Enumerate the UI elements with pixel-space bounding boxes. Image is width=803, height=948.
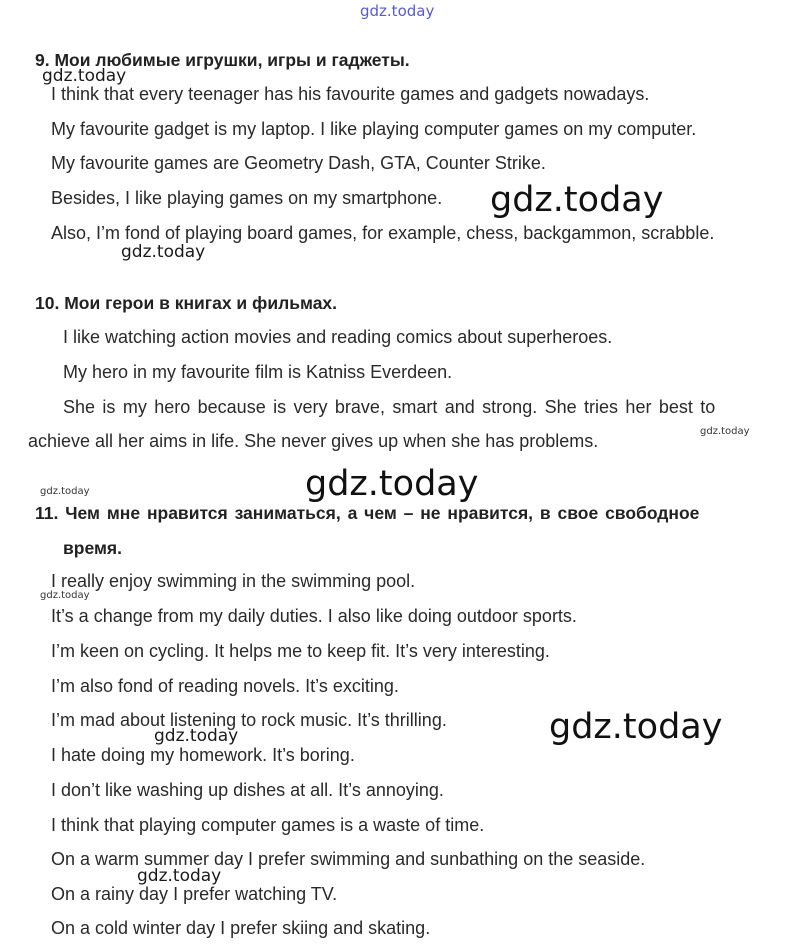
- watermark: gdz.today: [121, 242, 206, 262]
- section-10-heading: 10. Мои герои в книгах и фильмах.: [35, 293, 338, 313]
- section-11-line-3: I’m keen on cycling. It helps me to keep fit. It’s very interesting.: [51, 641, 550, 661]
- section-9-line-3: My favourite games are Geometry Dash, GTA, Counter Strike.: [51, 153, 546, 173]
- section-11-line-10: On a rainy day I prefer watching TV.: [51, 884, 338, 904]
- section-11-line-8: I think that playing computer games is a waste of time.: [51, 815, 485, 835]
- section-11-line-9: On a warm summer day I prefer swimming and sunbathing on the seaside.: [51, 849, 646, 869]
- watermark-small: gdz.today: [40, 590, 90, 601]
- watermark-small: gdz.today: [40, 486, 90, 497]
- watermark: gdz.today: [137, 866, 222, 886]
- section-11-line-11: On a cold winter day I prefer skiing and skating.: [51, 918, 431, 938]
- section-11-heading-continued: время.: [63, 538, 122, 558]
- section-11-line-7: I don’t like washing up dishes at all. It’s annoying.: [51, 780, 444, 800]
- section-10-line-1: I like watching action movies and reading comics about superheroes.: [63, 327, 613, 347]
- section-11-line-6: I hate doing my homework. It’s boring.: [51, 745, 355, 765]
- watermark: gdz.today: [42, 66, 127, 86]
- section-9-heading: 9. Мои любимые игрушки, игры и гаджеты.: [35, 50, 410, 70]
- watermark: gdz.today: [154, 726, 239, 746]
- section-9-line-5: Also, I’m fond of playing board games, for example, chess, backgammon, scrabble.: [51, 223, 715, 243]
- section-11-heading: 11. Чем мне нравится заниматься, а чем – не нравится, в свое свободное: [35, 503, 700, 523]
- section-10-line-2: My hero in my favourite film is Katniss Everdeen.: [63, 362, 453, 382]
- watermark-small: gdz.today: [700, 426, 750, 437]
- section-9-line-2: My favourite gadget is my laptop. I like playing computer games on my computer.: [51, 119, 697, 139]
- watermark-top: gdz.today: [360, 2, 435, 20]
- section-11-line-4: I’m also fond of reading novels. It’s exciting.: [51, 676, 399, 696]
- section-9-line-1: I think that every teenager has his favourite games and gadgets nowadays.: [51, 84, 650, 104]
- section-11-line-1: I really enjoy swimming in the swimming pool.: [51, 571, 416, 591]
- section-11-line-5: I’m mad about listening to rock music. It’s thrilling.: [51, 710, 447, 730]
- section-11-line-2: It’s a change from my daily duties. I also like doing outdoor sports.: [51, 606, 577, 626]
- watermark-large: gdz.today: [490, 180, 664, 220]
- section-10-line-4: achieve all her aims in life. She never gives up when she has problems.: [28, 431, 599, 451]
- section-10-line-3: She is my hero because is very brave, smart and strong. She tries her best to: [63, 397, 716, 417]
- section-9-line-4: Besides, I like playing games on my smartphone.: [51, 188, 443, 208]
- watermark-large: gdz.today: [305, 464, 479, 504]
- watermark-large: gdz.today: [549, 707, 723, 747]
